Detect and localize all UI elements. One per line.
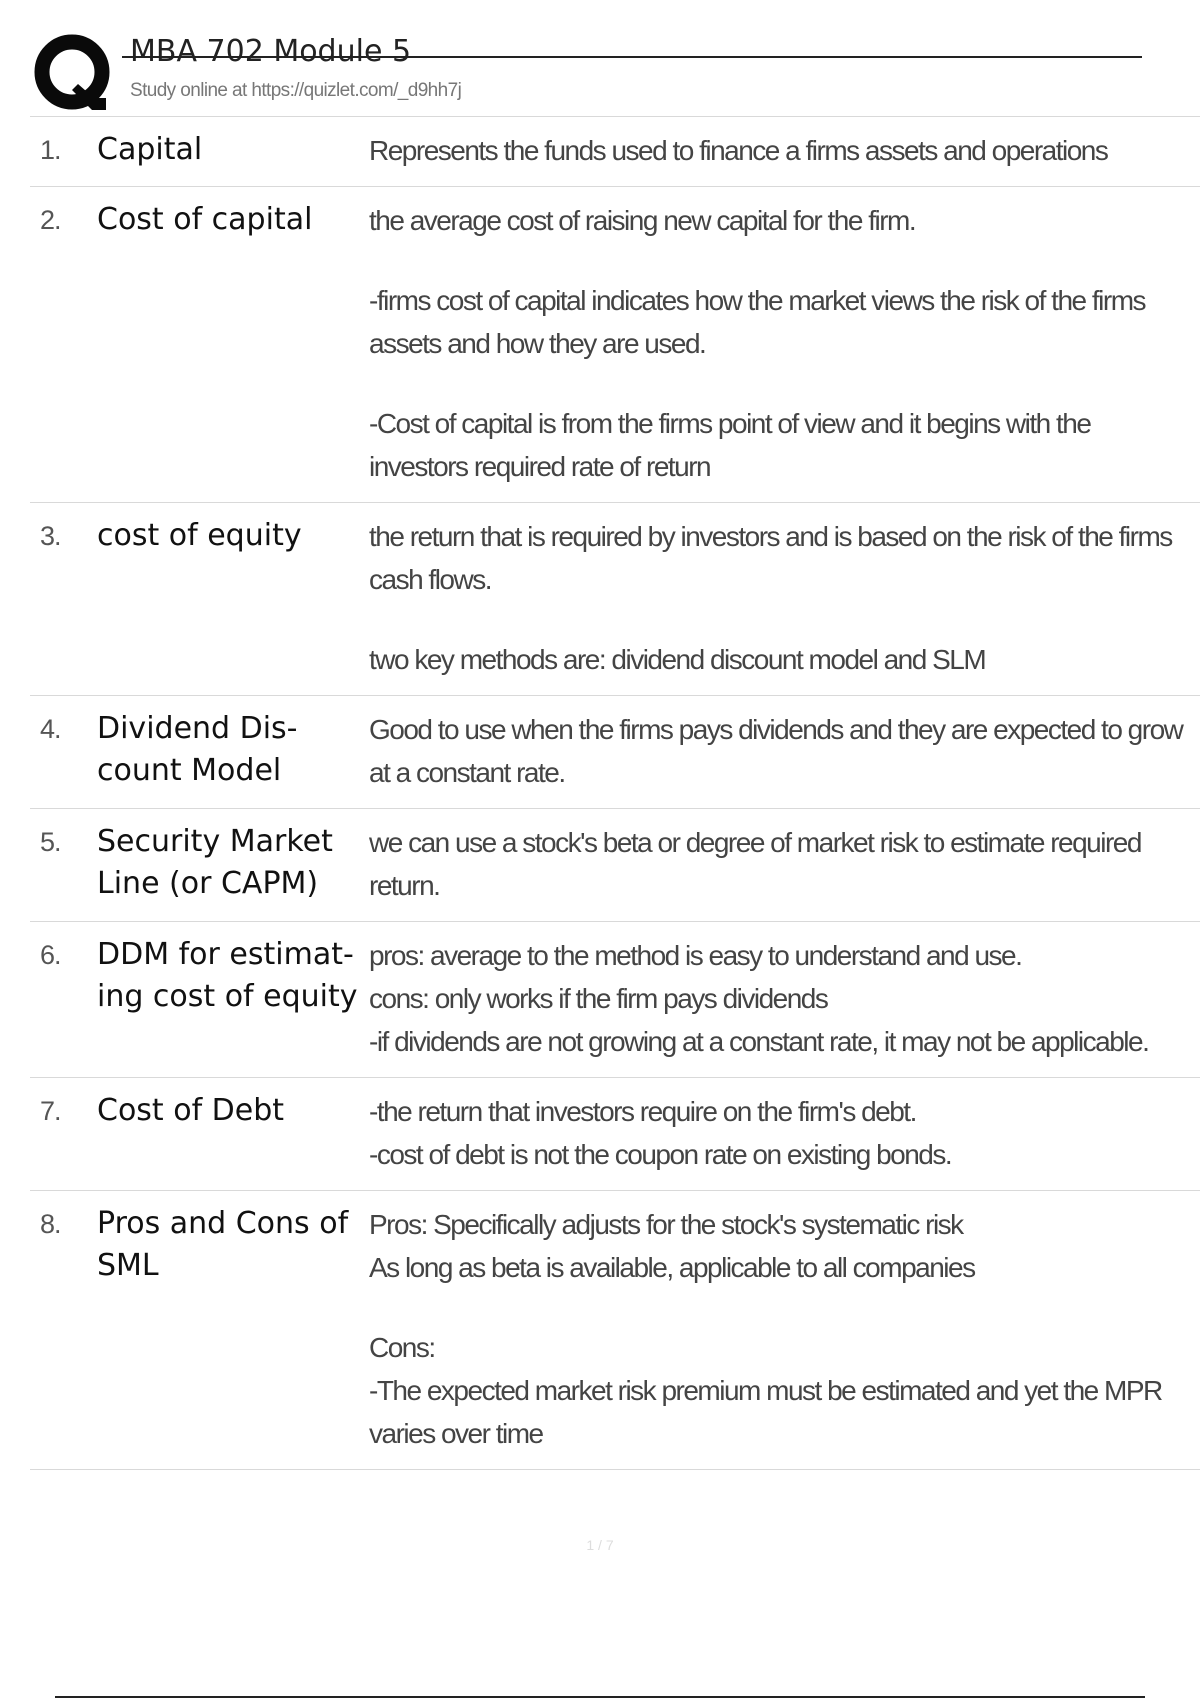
flashcard-row — [30, 696, 1200, 809]
definition-paragraph: we can use a stock's beta or degree of market risk to estimate required return. — [369, 827, 1141, 901]
flashcard-term: Capital — [97, 132, 203, 167]
definition-paragraph: two key methods are: dividend discount model and SLM — [369, 644, 986, 675]
flashcard-term: Security Market Line (or CAPM) — [97, 824, 333, 901]
flashcard-number: 3. — [40, 521, 61, 551]
flashcard-row — [30, 1078, 1200, 1191]
quizlet-logo-icon — [32, 32, 116, 116]
flashcard-row — [30, 117, 1200, 187]
flashcard-term: Cost of capital — [97, 202, 313, 237]
definition-paragraph: Cons: -The expected market risk premium must be estimated and yet the MPR varies over time — [369, 1332, 1162, 1449]
flashcard-term: Dividend Dis- count Model — [97, 711, 298, 788]
definition-paragraph: Represents the funds used to finance a firms assets and operations — [369, 135, 1108, 166]
flashcard-definition — [369, 1090, 1200, 1176]
flashcard-list — [30, 116, 1200, 1470]
bottom-rule — [55, 1696, 1145, 1698]
definition-paragraph: the return that is required by investors and is based on the risk of the firms cash flows. — [369, 521, 1172, 595]
flashcard-definition — [369, 1203, 1200, 1455]
flashcard-definition — [369, 934, 1200, 1063]
flashcard-row — [30, 503, 1200, 696]
flashcard-number: 7. — [40, 1096, 61, 1126]
flashcard-definition — [369, 515, 1200, 681]
flashcard-number: 4. — [40, 714, 61, 744]
page-header — [30, 28, 1140, 114]
flashcard-number: 2. — [40, 205, 61, 235]
definition-paragraph: Pros: Specifically adjusts for the stock's systematic risk As long as beta is available, applicable to all companies — [369, 1209, 975, 1283]
definition-paragraph: -the return that investors require on the firm's debt. -cost of debt is not the coupon rate on existing bonds. — [369, 1096, 952, 1170]
definition-paragraph: -Cost of capital is from the firms point of view and it begins with the investors required rate of return — [369, 408, 1091, 482]
flashcard-definition — [369, 708, 1200, 794]
document-title: MBA 702 Module 5 — [130, 34, 412, 69]
flashcard-row — [30, 809, 1200, 922]
flashcard-definition — [369, 199, 1200, 488]
flashcard-number: 8. — [40, 1209, 61, 1239]
flashcard-row — [30, 187, 1200, 503]
flashcard-definition — [369, 821, 1200, 907]
flashcard-term: cost of equity — [97, 518, 302, 553]
definition-paragraph: pros: average to the method is easy to understand and use. cons: only works if the firm pays dividends -if dividends are not growing at a constant rate, it may not be applicable. — [369, 940, 1149, 1057]
flashcard-number: 6. — [40, 940, 61, 970]
flashcard-term: Cost of Debt — [97, 1093, 285, 1128]
flashcard-term: DDM for estimat- ing cost of equity — [97, 937, 358, 1014]
definition-paragraph: Good to use when the firms pays dividends and they are expected to grow at a constant rate. — [369, 714, 1183, 788]
flashcard-definition — [369, 129, 1200, 172]
study-online-link-text: Study online at https://quizlet.com/_d9hh7j — [130, 80, 462, 101]
definition-paragraph: the average cost of raising new capital for the firm. — [369, 205, 916, 236]
definition-paragraph: -firms cost of capital indicates how the market views the risk of the firms assets and how they are used. — [369, 285, 1146, 359]
flashcard-row — [30, 922, 1200, 1078]
page-indicator: 1 / 7 — [586, 1537, 614, 1553]
flashcard-number: 5. — [40, 827, 61, 857]
flashcard-number: 1. — [40, 135, 61, 165]
flashcard-term: Pros and Cons of SML — [97, 1206, 349, 1283]
flashcard-row — [30, 1191, 1200, 1470]
